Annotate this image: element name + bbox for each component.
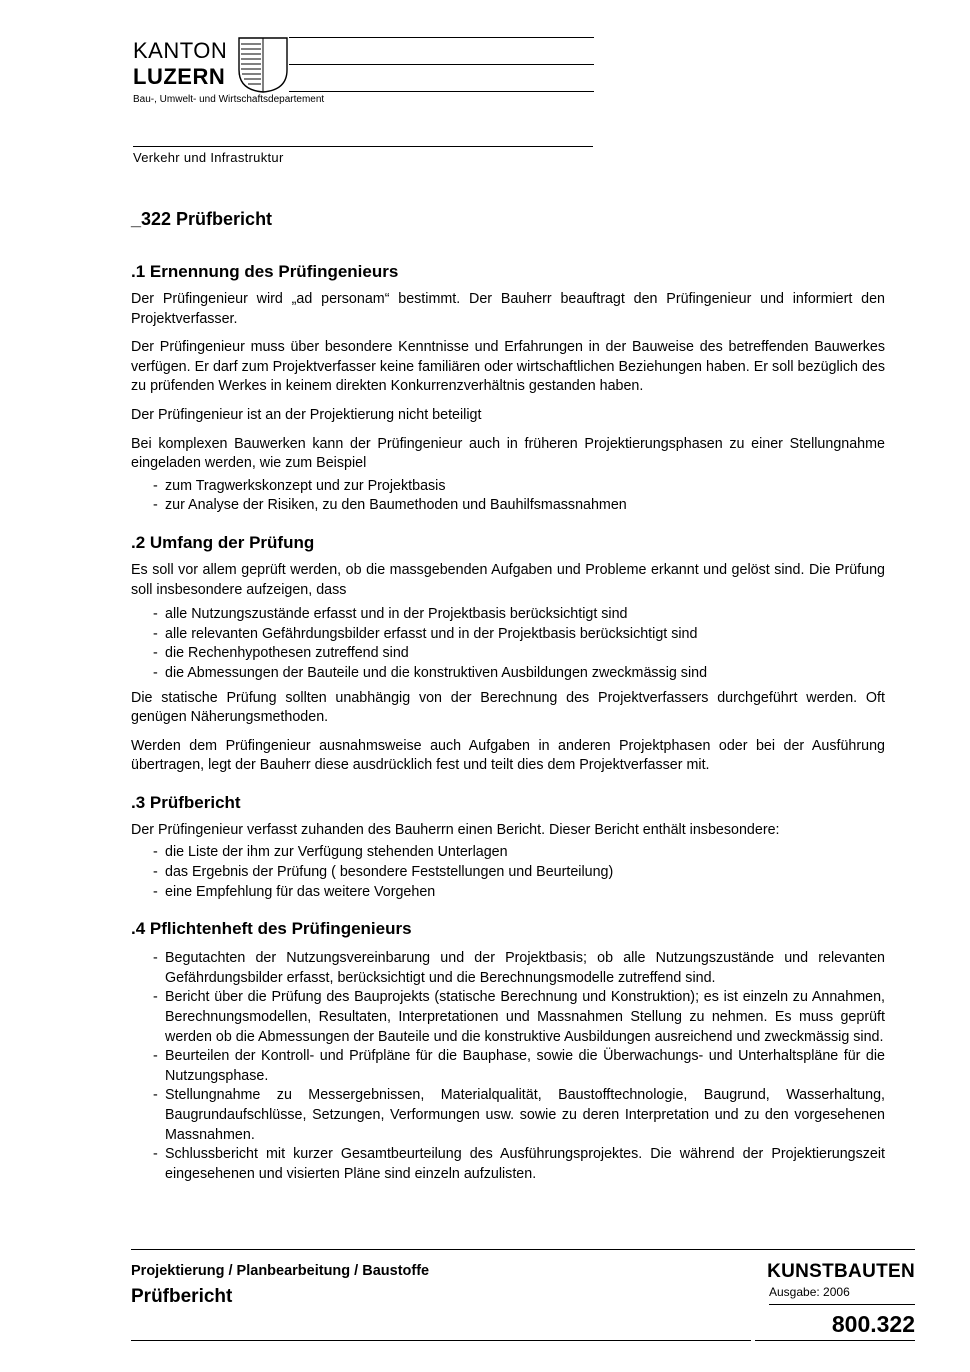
list-item: - Bericht über die Prüfung des Bauprojekts (statische Berechnung und Konstruktion); es ist einzeln zu Annahmen, Berechnungsmodellen, Resultaten, Interpretationen und Massnahmen Stellung zu nehmen. Es muss geprüft werden ob die Abmessungen der Bauteile und die konstruktive Ausbildungen ausreichend und zweckmässig sind. [153, 988, 885, 1047]
bullet-list [153, 477, 885, 516]
bullet-list [153, 605, 885, 683]
section-heading: .3 Prüfbericht [131, 792, 241, 812]
footer-rule [131, 1340, 751, 1341]
footer-rule [769, 1304, 915, 1305]
document-title: _322 Prüfbericht [131, 209, 273, 229]
subsection-rule [133, 146, 593, 147]
paragraph: Der Prüfingenieur ist an der Projektierung nicht beteiligt [131, 406, 482, 423]
section-umfang [131, 532, 885, 776]
list-item: - Begutachten der Nutzungsvereinbarung und der Projektbasis; ob alle Nutzungszustände und relevanten Gefährdungsbilder erfasst, berücksichtigt und die Berechnungsmodelle zutreffend sind. [153, 949, 885, 988]
footer-area: KUNSTBAUTEN [767, 1261, 915, 1282]
header-rule [289, 91, 594, 92]
list-item: - alle Nutzungszustände erfasst und in der Projektbasis berücksichtigt sind [153, 605, 885, 625]
paragraph: Bei komplexen Bauwerken kann der Prüfingenieur auch in früheren Projektierungsphasen zu einer Stellungnahme eingeladen werden, wie zum Beispiel [131, 435, 885, 472]
footer-edition: Ausgabe: 2006 [769, 1285, 850, 1299]
list-item: - zur Analyse der Risiken, zu den Baumethoden und Bauhilfsmassnahmen [153, 496, 885, 516]
paragraph: Der Prüfingenieur wird „ad personam“ bestimmt. Der Bauherr beauftragt den Prüfingenieur und informiert den Projektverfasser. [131, 291, 885, 327]
list-item: - zum Tragwerkskonzept und zur Projektbasis [153, 477, 885, 497]
list-item: - die Abmessungen der Bauteile und die konstruktiven Ausbildungen zweckmässig sind [153, 664, 885, 684]
document-body [131, 207, 885, 1200]
list-item: - Stellungnahme zu Messergebnissen, Materialqualität, Baustofftechnologie, Baugrund, Wasserhaltung, Baugrundaufschlüsse, Setzungen, Verformungen usw. sowie zu deren Interpretation und zu den vorgesehenen Massnahmen. [153, 1086, 885, 1145]
list-item: - Beurteilen der Kontroll- und Prüfpläne für die Bauphase, sowie die Überwachungs- und Unterhaltspläne für die Nutzungsphase. [153, 1047, 885, 1086]
subsection-name: Verkehr und Infrastruktur [133, 150, 284, 165]
section-heading: .4 Pflichtenheft des Prüfingenieurs [131, 919, 412, 939]
department-name: Bau-, Umwelt- und Wirtschaftsdepartement [133, 94, 325, 105]
paragraph: Der Prüfingenieur muss über besondere Kenntnisse und Erfahrungen in der Bauweise des betreffenden Bauwerkes verfügen. Er darf zum Projektverfasser keine familiären oder wirtschaftlichen Beziehungen haben. Er soll bezüglich des zu prüfenden Werkes in keinem direkten Konkurrenzverhältnis gestanden haben. [131, 339, 885, 395]
section-pflichtenheft [131, 918, 885, 1184]
footer-doc-title: Prüfbericht [131, 1286, 233, 1307]
bullet-list [153, 949, 885, 1184]
canton-logo [133, 36, 603, 116]
paragraph: Es soll vor allem geprüft werden, ob die massgebenden Aufgaben und Probleme erkannt und gelöst sind. Die Prüfung soll insbesondere aufzeigen, dass [131, 561, 885, 598]
list-item: - Schlussbericht mit kurzer Gesamtbeurteilung des Ausführungsprojektes. Die während der Projektierungszeit eingesehenen und visierten Pläne sind einzeln aufzulisten. [153, 1145, 885, 1184]
list-item: - alle relevanten Gefährdungsbilder erfasst und in der Projektbasis berücksichtigt sind [153, 625, 885, 645]
footer-category: Projektierung / Planbearbeitung / Baustoffe [131, 1263, 430, 1279]
list-item: - die Rechenhypothesen zutreffend sind [153, 644, 885, 664]
footer-rule [755, 1340, 915, 1341]
section-heading: .2 Umfang der Prüfung [131, 532, 315, 552]
list-item: - eine Empfehlung für das weitere Vorgehen [153, 883, 885, 903]
list-item: - die Liste der ihm zur Verfügung stehenden Unterlagen [153, 843, 885, 863]
header-rule [289, 37, 594, 38]
section-heading: .1 Ernennung des Prüfingenieurs [131, 262, 399, 281]
logo-text-luzern: LUZERN [133, 64, 226, 89]
section-pruefbericht [131, 792, 885, 902]
footer-rule [131, 1249, 915, 1250]
list-item: - das Ergebnis der Prüfung ( besondere Feststellungen und Beurteilung) [153, 863, 885, 883]
paragraph: Die statische Prüfung sollten unabhängig von der Berechnung des Projektverfassers durchgeführt werden. Oft genügen Näherungsmethoden. [131, 689, 885, 726]
footer-doc-number: 800.322 [831, 1311, 915, 1337]
header-rule [289, 64, 594, 65]
paragraph: Der Prüfingenieur verfasst zuhanden des Bauherrn einen Bericht. Dieser Bericht enthält insbesondere: [131, 821, 780, 838]
section-ernennung [131, 261, 885, 516]
paragraph: Werden dem Prüfingenieur ausnahmsweise auch Aufgaben in anderen Projektphasen oder bei der Ausführung übertragen, legt der Bauherr diese ausdrücklich fest und teilt dies dem Projektverfasser mit. [131, 737, 885, 774]
coat-of-arms-icon [237, 36, 289, 94]
bullet-list [153, 843, 885, 902]
logo-text-kanton: KANTON [133, 38, 228, 63]
